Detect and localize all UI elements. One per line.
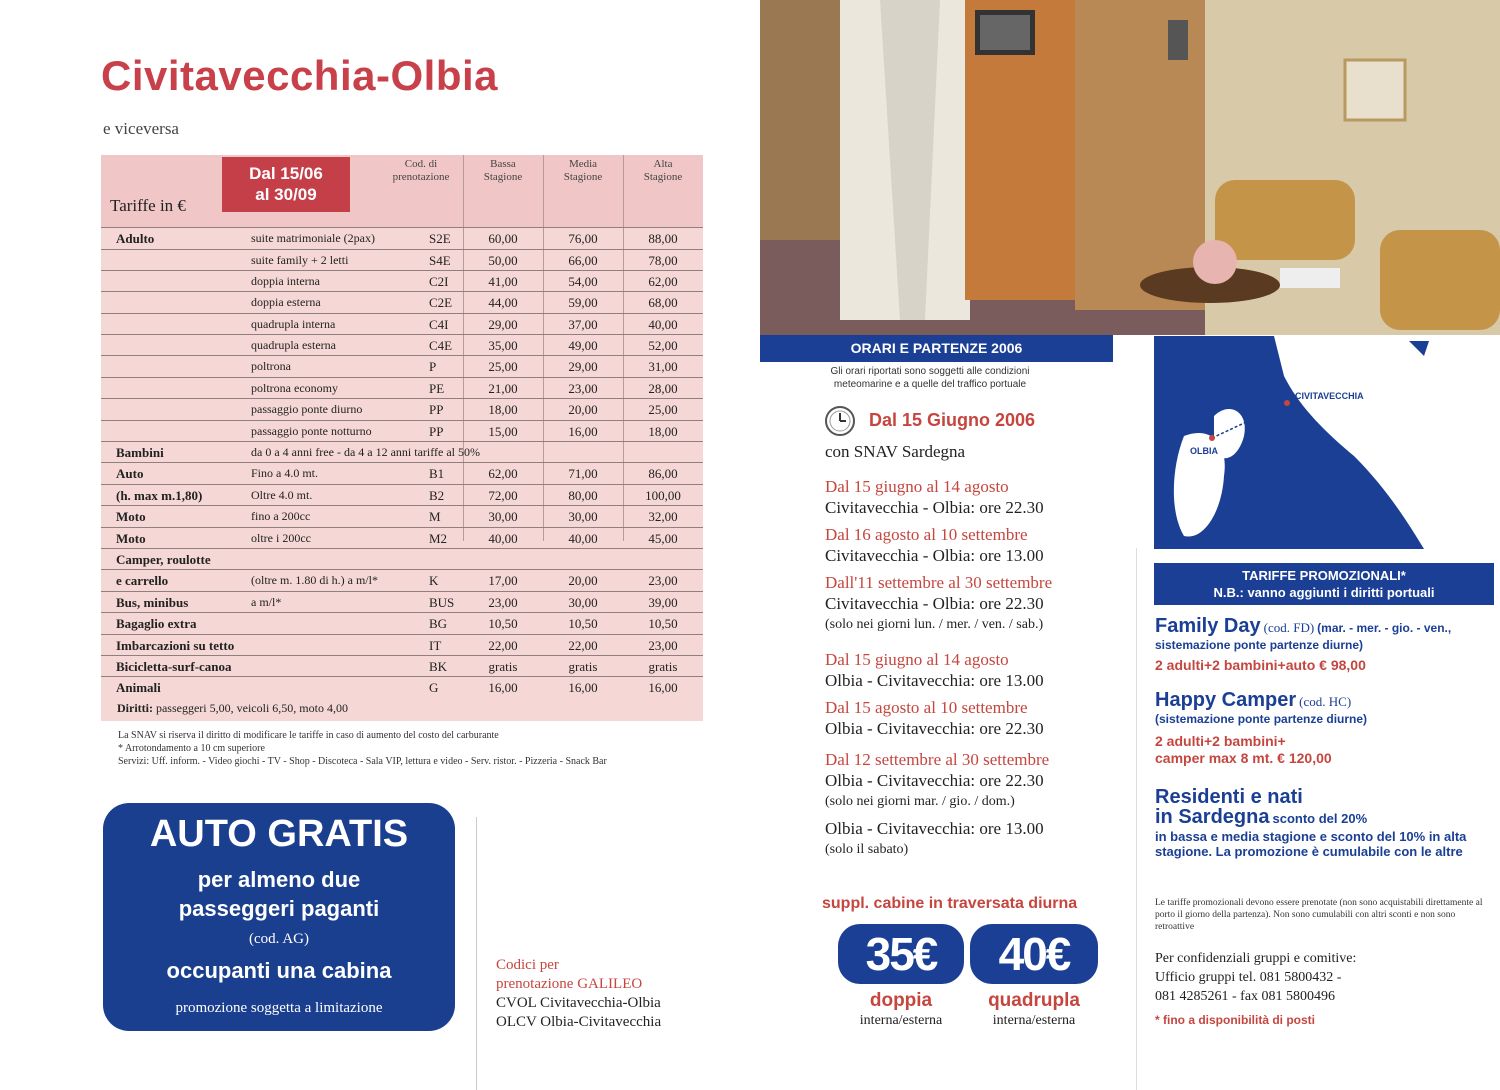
note-line: La SNAV si riserva il diritto di modificare le tariffe in caso di aumento del costo del carburante [118,730,499,741]
promo-subtitle: N.B.: vanno aggiunti i diritti portuali [1213,585,1435,600]
price-media: 76,00 [568,231,598,246]
schedule-period: Dal 15 giugno al 14 agosto [825,477,1009,496]
row-label: Imbarcazioni su tetto [116,638,235,653]
price-bassa: 72,00 [488,488,518,503]
price-bassa: 25,00 [488,359,518,374]
row-description: passaggio ponte notturno [251,424,372,438]
price-badge-doppia: 35€ [838,924,964,984]
price-media: 66,00 [568,253,598,268]
row-description: oltre i 200cc [251,531,311,545]
table-row [101,270,703,291]
price-media: 37,00 [568,317,598,332]
row-label: Moto [116,509,146,524]
price-label-doppia [838,990,964,1029]
promo-name: Family Day [1155,615,1261,637]
availability-note: * fino a disponibilità di posti [1155,1013,1315,1027]
row-description: Oltre 4.0 mt. [251,488,313,502]
price-bassa: 17,00 [488,573,518,588]
row-description: (oltre m. 1.80 di h.) a m/l* [251,573,378,587]
auto-gratis-title: AUTO GRATIS [149,813,409,855]
schedule-note-line: meteomarine e a quelle del traffico portuale [833,379,1027,390]
row-code: C4I [429,317,449,332]
row-description: poltrona economy [251,381,338,395]
schedule-period: Dal 12 settembre al 30 settembre [825,750,1050,769]
galileo-code-line: OLCV Olbia-Civitavecchia [496,1014,662,1030]
row-code: M [429,509,441,524]
promo-header [1154,563,1494,605]
row-label: Bagaglio extra [116,616,197,631]
header-bassa-l2: Stagione [483,171,523,183]
galileo-heading: Codici per [496,957,559,973]
price-alta: 68,00 [648,295,678,310]
row-description: fino a 200cc [251,509,311,523]
row-code: B1 [429,466,445,481]
page-subtitle: e viceversa [103,119,179,138]
diritti-label: Diritti: [117,701,153,715]
table-row [101,377,703,398]
clock-icon [824,405,856,437]
table-row [101,227,703,248]
table-row [101,527,703,548]
row-description: suite matrimoniale (2pax) [251,231,375,245]
price-alta: 100,00 [645,488,681,503]
row-label: Adulto [116,231,155,246]
promo-price: camper max 8 mt. € 120,00 [1155,750,1332,766]
price-bassa: 23,00 [488,595,518,610]
row-code: C2E [429,295,453,310]
price-alta: 86,00 [648,466,678,481]
auto-gratis-lines [103,865,455,923]
price-media: 30,00 [568,509,598,524]
price-media: 16,00 [568,424,598,439]
row-label: Bus, minibus [116,595,189,610]
table-row [101,249,703,270]
price-bassa: 18,00 [488,402,518,417]
row-description: quadrupla interna [251,317,336,331]
auto-gratis-line-2: passeggeri paganti [178,896,380,921]
auto-gratis-footer: promozione soggetta a limitazione [175,1000,383,1016]
row-code: PP [429,424,444,439]
period-badge [222,157,350,212]
table-row [101,612,703,633]
promo-price: 2 adulti+2 bambini+ [1155,733,1286,749]
schedule-route: Olbia - Civitavecchia: ore 13.00 [825,671,1044,690]
row-code: BG [429,616,448,631]
table-row [101,569,703,590]
schedule-entry [825,749,1049,812]
price-sublabel: interna/esterna [859,1013,943,1028]
table-row [101,462,703,483]
price-media: 71,00 [568,466,598,481]
row-description: quadrupla esterna [251,338,336,352]
price-bassa: 30,00 [488,509,518,524]
row-description: doppia esterna [251,295,321,309]
divider [476,817,477,1090]
contact-line: Per confidenziali gruppi e comitive: [1155,951,1357,966]
price-bassa: 22,00 [488,638,518,653]
promo-code: (cod. FD) [1263,620,1315,635]
schedule-period: Dall'11 settembre al 30 settembre [825,573,1053,592]
price-media: 20,00 [568,402,598,417]
row-label: (h. max m.1,80) [116,488,203,503]
table-row [101,655,703,676]
promo-residenti [1155,787,1495,859]
row-description: doppia interna [251,274,320,288]
header-code-l1: Cod. di [404,158,438,170]
schedule-entry [825,697,1044,739]
price-bassa: 21,00 [488,381,518,396]
contact-line: 081 4285261 - fax 081 5800496 [1155,989,1336,1004]
price-alta: 18,00 [648,424,678,439]
price-alta: 52,00 [648,338,678,353]
price-bassa: 35,00 [488,338,518,353]
price-media: 23,00 [568,381,598,396]
promo-conditions: in bassa e media stagione e sconto del 10% in alta stagione. La promozione è cumulabile con le altre [1155,829,1467,859]
row-code: B2 [429,488,445,503]
price-bassa: 15,00 [488,424,518,439]
price-bassa: 16,00 [488,680,518,695]
price-bassa: 29,00 [488,317,518,332]
row-description: Fino a 4.0 mt. [251,466,319,480]
schedule-note: (solo il sabato) [825,842,909,857]
table-row [101,676,703,697]
promo-title: TARIFFE PROMOZIONALI* [1242,568,1406,583]
header-alta-l1: Alta [653,158,673,170]
header-media-l2: Stagione [563,171,603,183]
schedule-route: Olbia - Civitavecchia: ore 22.30 [825,719,1044,738]
table-row [101,355,703,376]
route-map [1154,336,1448,549]
table-row [101,398,703,419]
schedule-note-line: Gli orari riportati sono soggetti alle condizioni [830,366,1030,377]
schedule-entry [825,524,1044,566]
row-description: a m/l* [251,595,282,609]
period-line-1: Dal 15/06 [249,164,323,183]
promo-discount: sconto del 20% [1272,811,1368,826]
cabin-photo [760,0,1500,335]
price-alta: 32,00 [648,509,678,524]
row-code: PP [429,402,444,417]
price-media: 49,00 [568,338,598,353]
table-row [101,505,703,526]
price-alta: 88,00 [648,231,678,246]
map-label-civitavecchia: CIVITAVECCHIA [1295,391,1364,401]
note-line: * Arrotondamento a 10 cm superiore [118,743,265,754]
fare-table [101,155,703,721]
row-code: K [429,573,439,588]
price-media: 29,00 [568,359,598,374]
contact-line: Ufficio gruppi tel. 081 5800432 - [1155,970,1342,985]
auto-gratis-line-3: occupanti una cabina [166,958,392,983]
tariffe-label: Tariffe in € [110,196,186,215]
supplement-title: suppl. cabine in traversata diurna [822,895,1078,912]
groups-contact [1155,949,1495,1006]
table-row [101,634,703,655]
price-alta: 40,00 [648,317,678,332]
table-row [101,313,703,334]
header-alta [623,158,703,184]
schedule-note: (solo nei giorni mar. / gio. / dom.) [825,794,1015,809]
header-media [543,158,623,184]
price-label: doppia [869,990,933,1011]
schedule-header: ORARI E PARTENZE 2006 [760,335,1113,362]
promo-happy-camper [1155,689,1495,767]
row-code: P [429,359,437,374]
table-row [101,291,703,312]
row-label: e carrello [116,573,169,588]
promo-conditions: (mar. - mer. - gio. - ven., sistemazione ponte partenze diurne) [1155,621,1452,652]
row-code: BUS [429,595,455,610]
galileo-heading: prenotazione GALILEO [496,976,643,992]
row-label: Moto [116,531,146,546]
header-alta-l2: Stagione [643,171,683,183]
price-media: 54,00 [568,274,598,289]
price-label-quadrupla [970,990,1098,1029]
price-media: 59,00 [568,295,598,310]
price-alta: 62,00 [648,274,678,289]
row-code: S2E [429,231,451,246]
price-label: quadrupla [988,990,1080,1011]
promo-name: Residenti e nati [1155,786,1303,808]
price-alta: 78,00 [648,253,678,268]
table-notes [118,729,607,768]
galileo-code-line: CVOL Civitavecchia-Olbia [496,995,661,1011]
price-bassa: 41,00 [488,274,518,289]
promo-name: in Sardegna [1155,806,1270,828]
promo-note: Le tariffe promozionali devono essere prenotate (non sono acquistabili direttamente al porto il giorno della partenza). Non sono cumulabili con altri sconti e non sono retroattive [1155,898,1483,932]
price-media: 20,00 [568,573,598,588]
diritti-text: passeggeri 5,00, veicoli 6,50, moto 4,00 [155,701,348,715]
row-code: G [429,680,439,695]
operator: con SNAV Sardegna [825,442,966,461]
schedule-start: Dal 15 Giugno 2006 [869,410,1036,430]
promo-name: Happy Camper [1155,689,1297,711]
price-bassa: 60,00 [488,231,518,246]
header-bassa-l1: Bassa [490,158,516,170]
price-alta: 16,00 [648,680,678,695]
price-alta: 31,00 [648,359,678,374]
price-bassa: 10,50 [488,616,518,631]
row-description: passaggio ponte diurno [251,402,363,416]
schedule-entry [825,649,1044,691]
header-code-l2: prenotazione [392,171,450,183]
row-label: Auto [116,466,144,481]
price-bassa: 50,00 [488,253,518,268]
row-code: BK [429,659,448,674]
row-label: Animali [116,680,161,695]
price-media: 10,50 [568,616,598,631]
promo-family-day [1155,615,1495,674]
promo-price: 2 adulti+2 bambini+auto € 98,00 [1155,657,1366,673]
row-description: da 0 a 4 anni free - da 4 a 12 anni tariffe al 50% [251,445,481,459]
price-media: 80,00 [568,488,598,503]
auto-gratis-box [103,803,455,1031]
price-media: gratis [568,659,598,674]
schedule-route: Civitavecchia - Olbia: ore 22.30 [825,498,1044,517]
schedule-period: Dal 15 giugno al 14 agosto [825,650,1009,669]
galileo-codes [496,956,661,1032]
diritti-row [117,701,348,716]
row-label: Camper, roulotte [116,552,211,567]
price-media: 30,00 [568,595,598,610]
promo-conditions: (sistemazione ponte partenze diurne) [1155,712,1368,726]
row-label: Bambini [116,445,164,460]
schedule-route: Olbia - Civitavecchia: ore 22.30 [825,771,1044,790]
price-media: 22,00 [568,638,598,653]
row-code: C4E [429,338,453,353]
row-code: S4E [429,253,451,268]
schedule-note: (solo nei giorni lun. / mer. / ven. / sab.) [825,617,1044,632]
price-alta: 25,00 [648,402,678,417]
schedule-period: Dal 16 agosto al 10 settembre [825,525,1028,544]
schedule-entry [825,476,1044,518]
schedule-entry [825,572,1052,635]
price-sublabel: interna/esterna [992,1013,1076,1028]
auto-gratis-code: (cod. AG) [249,931,309,947]
schedule-route: Civitavecchia - Olbia: ore 13.00 [825,546,1044,565]
row-code: IT [429,638,442,653]
header-bassa [463,158,543,184]
period-line-2: al 30/09 [255,185,317,204]
row-code: PE [429,381,445,396]
price-alta: 28,00 [648,381,678,396]
header-media-l1: Media [568,158,598,170]
price-alta: 23,00 [648,573,678,588]
price-bassa: 44,00 [488,295,518,310]
price-alta: 45,00 [648,531,678,546]
table-row [101,548,703,569]
row-description: poltrona [251,359,291,373]
divider [1136,548,1137,1090]
price-bassa: 62,00 [488,466,518,481]
table-row [101,484,703,505]
promo-code: (cod. HC) [1299,694,1352,709]
page-title: Civitavecchia-Olbia [101,52,498,99]
price-alta: 39,00 [648,595,678,610]
table-row [101,591,703,612]
row-code: C2I [429,274,449,289]
table-row [101,420,703,441]
price-alta: 23,00 [648,638,678,653]
schedule-route: Civitavecchia - Olbia: ore 22.30 [825,594,1044,613]
services-line: Servizi: Uff. inform. - Video giochi - TV - Shop - Discoteca - Sala VIP, lettura e video - Serv. ristor. - Pizzeria - Snack Bar [118,756,607,767]
price-badge-quadrupla: 40€ [970,924,1098,984]
price-alta: gratis [648,659,678,674]
map-label-olbia: OLBIA [1190,446,1218,456]
price-alta: 10,50 [648,616,678,631]
row-label: Bicicletta-surf-canoa [116,659,232,674]
row-code: M2 [429,531,448,546]
schedule-period: Dal 15 agosto al 10 settembre [825,698,1028,717]
schedule-entry [825,818,1044,860]
table-row [101,334,703,355]
schedule-route: Olbia - Civitavecchia: ore 13.00 [825,819,1044,838]
row-description: suite family + 2 letti [251,253,349,267]
price-media: 16,00 [568,680,598,695]
header-code [379,158,463,184]
price-bassa: 40,00 [488,531,518,546]
auto-gratis-line-1: per almeno due [197,867,361,892]
schedule-note [775,365,1085,391]
price-media: 40,00 [568,531,598,546]
price-bassa: gratis [488,659,518,674]
table-row [101,441,703,462]
